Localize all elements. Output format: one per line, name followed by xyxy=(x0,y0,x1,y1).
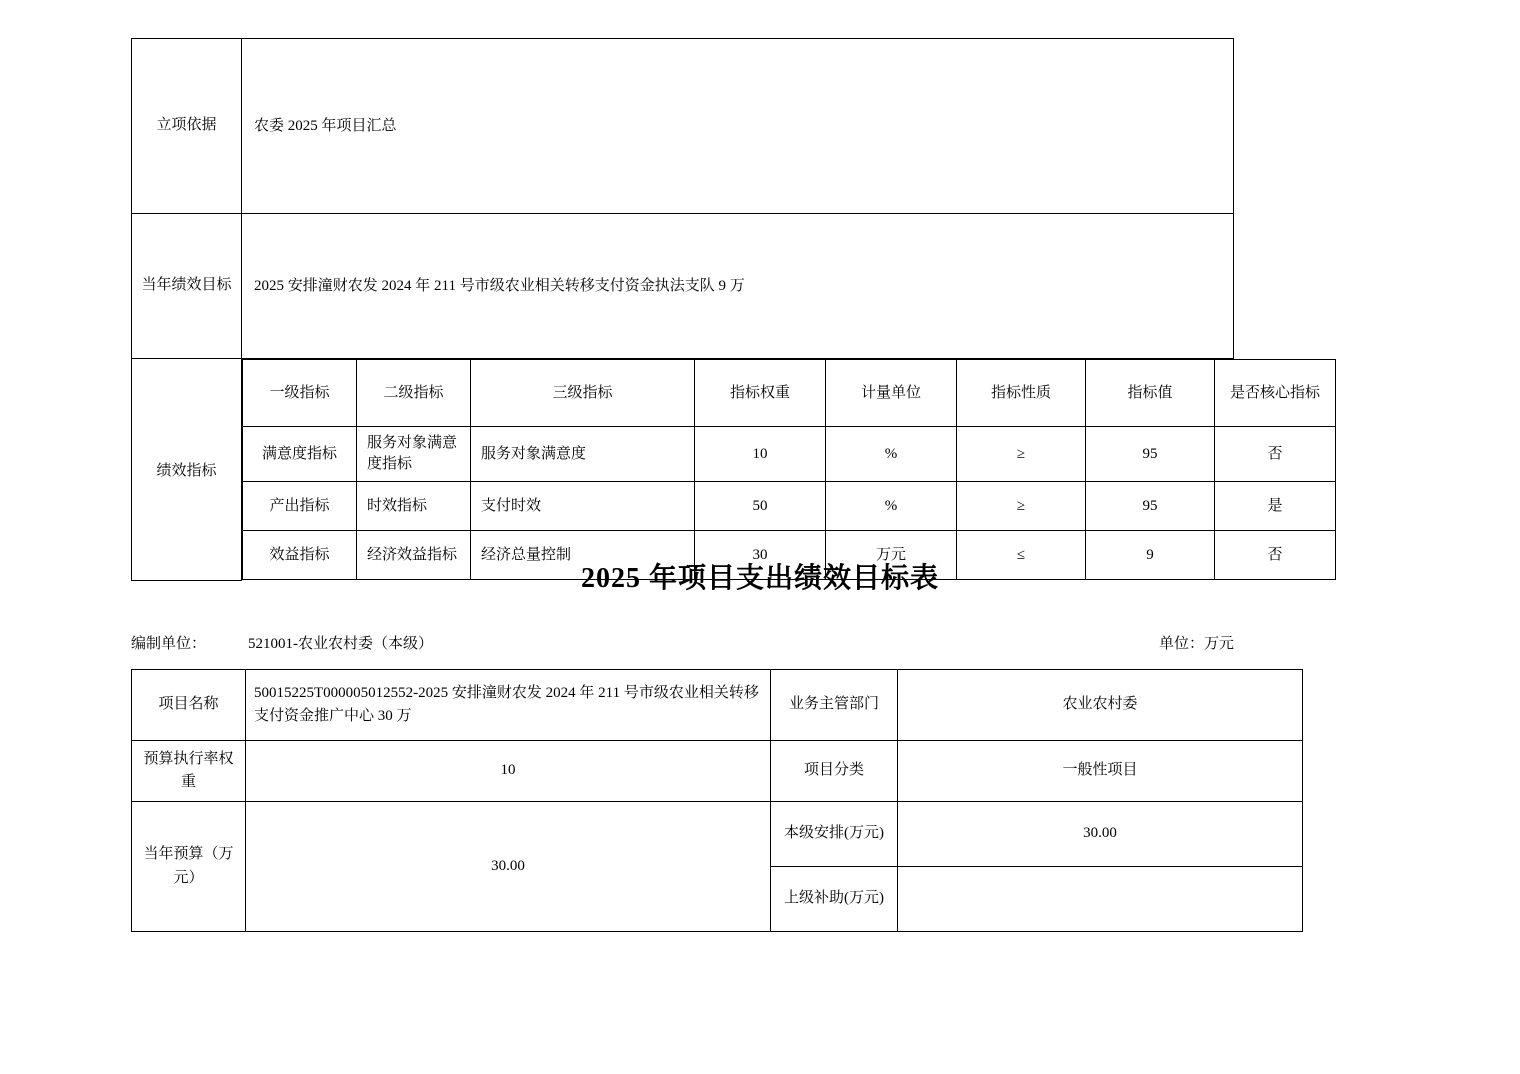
table-row xyxy=(243,482,1336,531)
table-row xyxy=(132,39,1234,214)
indicator-subtable-cell xyxy=(242,359,1320,581)
budget-value: 30.00 xyxy=(246,802,771,932)
header-unit: 计量单位 xyxy=(826,360,957,427)
cell-core: 否 xyxy=(1215,427,1336,482)
performance-target-table-top xyxy=(131,38,1320,581)
compiling-unit xyxy=(131,632,433,653)
header-level3: 三级指标 xyxy=(471,360,695,427)
meta-row xyxy=(131,632,1234,653)
cell-nature: ≤ xyxy=(957,531,1086,580)
cell-level1: 产出指标 xyxy=(243,482,357,531)
cell-value: 95 xyxy=(1086,427,1215,482)
annual-goal-label: 当年绩效目标 xyxy=(132,214,242,359)
cell-value: 9 xyxy=(1086,531,1215,580)
header-level1: 一级指标 xyxy=(243,360,357,427)
local-arrangement-value: 30.00 xyxy=(898,802,1303,867)
exec-rate-value: 10 xyxy=(246,741,771,802)
cell-core: 是 xyxy=(1215,482,1336,531)
header-level2: 二级指标 xyxy=(357,360,471,427)
project-name-label: 项目名称 xyxy=(132,670,246,741)
cell-nature: ≥ xyxy=(957,482,1086,531)
cell-weight: 10 xyxy=(695,427,826,482)
cell-nature: ≥ xyxy=(957,427,1086,482)
indicator-table xyxy=(242,359,1336,580)
header-core: 是否核心指标 xyxy=(1215,360,1336,427)
table-header-row xyxy=(243,360,1336,427)
project-name-value: 50015225T000005012552-2025 安排潼财农发 2024 年 211 号市级农业相关转移支付资金推广中心 30 万 xyxy=(246,670,771,741)
compiling-unit-label: 编制单位： xyxy=(131,636,207,652)
upper-subsidy-label: 上级补助(万元) xyxy=(771,867,898,932)
table-row xyxy=(243,427,1336,482)
header-nature: 指标性质 xyxy=(957,360,1086,427)
dept-label: 业务主管部门 xyxy=(771,670,898,741)
category-label: 项目分类 xyxy=(771,741,898,802)
dept-value: 农业农村委 xyxy=(898,670,1303,741)
cell-weight: 50 xyxy=(695,482,826,531)
cell-weight: 30 xyxy=(695,531,826,580)
cell-level1: 效益指标 xyxy=(243,531,357,580)
cell-core: 否 xyxy=(1215,531,1336,580)
exec-rate-label: 预算执行率权重 xyxy=(132,741,246,802)
cell-level2: 时效指标 xyxy=(357,482,471,531)
table-row xyxy=(132,741,1303,802)
local-arrangement-label: 本级安排(万元) xyxy=(771,802,898,867)
cell-level3: 经济总量控制 xyxy=(471,531,695,580)
cell-unit: 万元 xyxy=(826,531,957,580)
cell-level2: 经济效益指标 xyxy=(357,531,471,580)
table-row xyxy=(132,214,1234,359)
table-row xyxy=(132,359,1234,581)
compiling-unit-value: 521001-农业农村委（本级） xyxy=(248,636,434,652)
performance-target-table-bottom xyxy=(131,669,1303,932)
annual-goal-value: 2025 安排潼财农发 2024 年 211 号市级农业相关转移支付资金执法支队 9 万 xyxy=(242,214,1234,359)
table-row xyxy=(132,802,1303,867)
header-weight: 指标权重 xyxy=(695,360,826,427)
page-title: 2025 年项目支出绩效目标表 xyxy=(580,563,939,594)
currency-note: 单位：万元 xyxy=(1158,636,1234,652)
cell-level3: 服务对象满意度 xyxy=(471,427,695,482)
cell-level2: 服务对象满意度指标 xyxy=(357,427,471,482)
upper-subsidy-value xyxy=(898,867,1303,932)
table-row xyxy=(132,670,1303,741)
category-value: 一般性项目 xyxy=(898,741,1303,802)
budget-label: 当年预算（万元） xyxy=(132,802,246,932)
header-value: 指标值 xyxy=(1086,360,1215,427)
cell-level3: 支付时效 xyxy=(471,482,695,531)
performance-indicator-label: 绩效指标 xyxy=(132,359,242,581)
cell-unit: % xyxy=(826,482,957,531)
basis-value: 农委 2025 年项目汇总 xyxy=(242,39,1234,214)
cell-unit: % xyxy=(826,427,957,482)
basis-label: 立项依据 xyxy=(132,39,242,214)
cell-value: 95 xyxy=(1086,482,1215,531)
cell-level1: 满意度指标 xyxy=(243,427,357,482)
